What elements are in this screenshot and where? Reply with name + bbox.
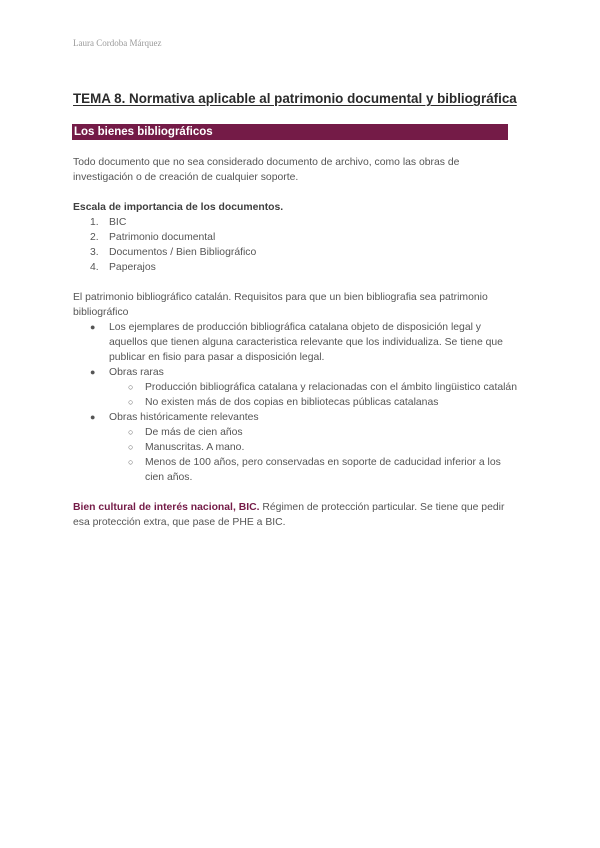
- sub-list-item: ○ De más de cien años: [128, 427, 243, 438]
- sub-list-item: ○ Manuscritas. A mano.: [128, 442, 245, 453]
- bic-paragraph: [73, 500, 519, 530]
- bullet-icon: ●: [90, 412, 96, 422]
- list-item: 3. Documentos / Bien Bibliográfico: [90, 247, 257, 258]
- list-item: 4. Paperajos: [90, 262, 156, 273]
- list-item: ● Los ejemplares de producción bibliográfica catalana objeto de disposición legal y aquellos que tienen alguna caracteristica relevante que los individualiza. Se tiene que publicar en fisio para pasar a disposición legal.: [90, 322, 503, 363]
- bic-text: Régimen de protección particular. Se tiene que pedir esa protección extra, que pase de PHE a BIC.: [73, 502, 505, 528]
- circle-bullet-icon: ○: [128, 427, 134, 437]
- page-title: TEMA 8. Normativa aplicable al patrimonio documental y bibliográfica: [73, 91, 517, 106]
- bullet-icon: ●: [90, 322, 96, 332]
- list-item: ● Obras raras ○ Producción bibliográfica catalana y relacionadas con el ámbito lingüistico catalán ○ No existen más de dos copias en bibliotecas públicas catalanas: [73, 365, 519, 410]
- list-item: 2. Patrimonio documental: [90, 232, 216, 243]
- bullet-icon: ●: [90, 367, 96, 377]
- circle-bullet-icon: ○: [128, 397, 134, 407]
- section-heading: Los bienes bibliográficos: [72, 124, 508, 140]
- sub-list-item: ○ No existen más de dos copias en bibliotecas públicas catalanas: [128, 397, 439, 408]
- list-item: 1. BIC: [90, 217, 127, 228]
- list-item: ● Obras históricamente relevantes ○ De más de cien años ○ Manuscritas. A mano. ○ Menos de 100 años, pero conservadas en soporte de caducidad inferior a los cien años.: [73, 410, 519, 485]
- sub-list: [109, 380, 519, 410]
- requirements-list: [73, 320, 519, 485]
- author-header: Laura Cordoba Márquez: [73, 38, 162, 48]
- requirements-intro: El patrimonio bibliográfico catalán. Requisitos para que un bien bibliografia sea patrimonio bibliográfico: [73, 292, 488, 318]
- bic-label: Bien cultural de interés nacional, BIC.: [73, 502, 260, 513]
- scale-heading: Escala de importancia de los documentos.: [73, 202, 284, 213]
- document-body: [73, 155, 519, 530]
- sub-list: [109, 425, 519, 485]
- intro-paragraph: Todo documento que no sea considerado documento de archivo, como las obras de investigación o de creación de cualquier soporte.: [73, 157, 460, 183]
- circle-bullet-icon: ○: [128, 442, 134, 452]
- circle-bullet-icon: ○: [128, 457, 134, 467]
- circle-bullet-icon: ○: [128, 382, 134, 392]
- sub-list-item: ○ Menos de 100 años, pero conservadas en soporte de caducidad inferior a los cien años.: [128, 457, 501, 483]
- sub-list-item: ○ Producción bibliográfica catalana y relacionadas con el ámbito lingüistico catalán: [128, 382, 517, 393]
- scale-list: [73, 215, 519, 275]
